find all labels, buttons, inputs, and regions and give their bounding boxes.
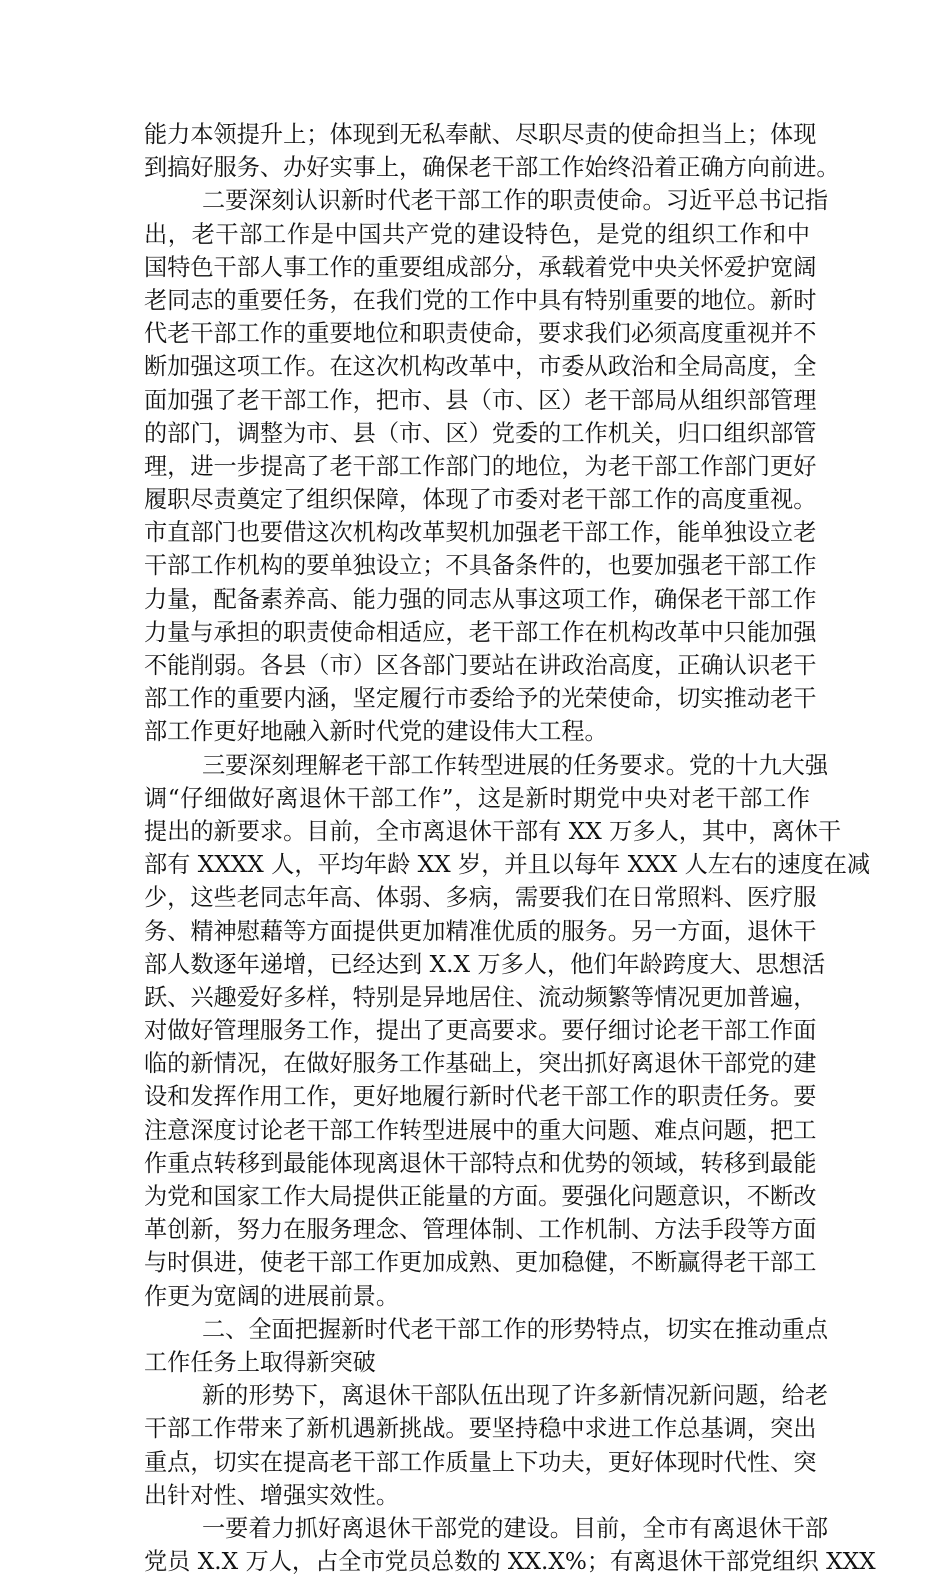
text-line: 面加强了老干部工作，把市、县（市、区）老干部局从组织部管理 bbox=[144, 386, 817, 414]
text-line: 力量与承担的职责使命相适应，老干部工作在机构改革中只能加强 bbox=[144, 618, 817, 646]
text-line: 履职尽责奠定了组织保障，体现了市委对老干部工作的高度重视。 bbox=[144, 486, 817, 514]
text-line: 对做好管理服务工作，提出了更高要求。要仔细讨论老干部工作面 bbox=[144, 1017, 817, 1045]
text-line: 部工作的重要内涵，坚定履行市委给予的光荣使命，切实推动老干 bbox=[144, 685, 817, 713]
text-line: 三要深刻理解老干部工作转型进展的任务要求。党的十九大强 bbox=[202, 751, 829, 779]
text-line: 二、全面把握新时代老干部工作的形势特点，切实在推动重点 bbox=[202, 1315, 829, 1343]
text-line: 调“仔细做好离退休干部工作”，这是新时期党中央对老干部工作 bbox=[144, 784, 810, 812]
text-line: 党员 X.X 万人，占全市党员总数的 XX.X%；有离退休干部党组织 XXX bbox=[144, 1548, 876, 1576]
body-text bbox=[144, 118, 876, 1578]
text-line: 部人数逐年递增，已经达到 X.X 万多人，他们年龄跨度大、思想活 bbox=[144, 950, 826, 978]
text-line: 务、精神慰藉等方面提供更加精准优质的服务。另一方面，退休干 bbox=[144, 917, 817, 945]
text-line: 市直部门也要借这次机构改革契机加强老干部工作，能单独设立老 bbox=[144, 519, 817, 547]
text-line: 理，进一步提高了老干部工作部门的地位，为老干部工作部门更好 bbox=[144, 452, 817, 480]
text-line: 重点，切实在提高老干部工作质量上下功夫，更好体现时代性、突 bbox=[144, 1448, 817, 1476]
text-line: 二要深刻认识新时代老干部工作的职责使命。习近平总书记指 bbox=[202, 187, 829, 215]
text-line: 临的新情况，在做好服务工作基础上，突出抓好离退休干部党的建 bbox=[144, 1050, 817, 1078]
text-line: 的部门，调整为市、县（市、区）党委的工作机关，归口组织部管 bbox=[144, 419, 817, 447]
text-line: 革创新，努力在服务理念、管理体制、工作机制、方法手段等方面 bbox=[144, 1216, 817, 1244]
text-line: 力量，配备素养高、能力强的同志从事这项工作，确保老干部工作 bbox=[144, 585, 817, 613]
text-line: 不能削弱。各县（市）区各部门要站在讲政治高度，正确认识老干 bbox=[144, 652, 817, 679]
text-line: 设和发挥作用工作，更好地履行新时代老干部工作的职责任务。要 bbox=[144, 1083, 817, 1111]
text-line: 能力本领提升上；体现到无私奉献、尽职尽责的使命担当上；体现 bbox=[144, 121, 817, 148]
text-line: 干部工作机构的要单独设立；不具备条件的，也要加强老干部工作 bbox=[144, 552, 817, 580]
text-line: 一要着力抓好离退休干部党的建设。目前，全市有离退休干部 bbox=[202, 1514, 829, 1542]
text-line: 提出的新要求。目前，全市离退休干部有 XX 万多人，其中，离休干 bbox=[144, 817, 842, 845]
text-line: 跃、兴趣爱好多样，特别是异地居住、流动频繁等情况更加普遍， bbox=[144, 983, 817, 1011]
text-line: 到搞好服务、办好实事上，确保老干部工作始终沿着正确方向前进。 bbox=[144, 154, 840, 182]
text-line: 干部工作带来了新机遇新挑战。要坚持稳中求进工作总基调，突出 bbox=[144, 1415, 817, 1443]
text-line: 国特色干部人事工作的重要组成部分，承载着党中央关怀爱护宽阔 bbox=[144, 253, 817, 281]
text-line: 工作任务上取得新突破 bbox=[144, 1348, 376, 1376]
text-line: 少，这些老同志年高、体弱、多病，需要我们在日常照料、医疗服 bbox=[144, 884, 817, 912]
text-line: 与时俱进，使老干部工作更加成熟、更加稳健，不断赢得老干部工 bbox=[144, 1249, 817, 1277]
text-line: 注意深度讨论老干部工作转型进展中的重大问题、难点问题，把工 bbox=[144, 1116, 817, 1144]
text-line: 代老干部工作的重要地位和职责使命，要求我们必须高度重视并不 bbox=[144, 320, 817, 348]
text-line: 老同志的重要任务，在我们党的工作中具有特别重要的地位。新时 bbox=[144, 286, 817, 314]
text-line: 断加强这项工作。在这次机构改革中，市委从政治和全局高度，全 bbox=[144, 353, 817, 381]
text-line: 作重点转移到最能体现离退休干部特点和优势的领域，转移到最能 bbox=[144, 1149, 817, 1177]
text-line: 作更为宽阔的进展前景。 bbox=[144, 1282, 400, 1310]
text-line: 为党和国家工作大局提供正能量的方面。要强化问题意识，不断改 bbox=[144, 1183, 817, 1210]
text-line: 出针对性、增强实效性。 bbox=[144, 1481, 400, 1509]
text-line: 出，老干部工作是中国共产党的建设特色，是党的组织工作和中 bbox=[144, 220, 810, 248]
text-line: 新的形势下，离退休干部队伍出现了许多新情况新问题，给老 bbox=[202, 1382, 829, 1410]
text-line: 部有 XXXX 人，平均年龄 XX 岁，并且以每年 XXX 人左右的速度在减 bbox=[144, 851, 871, 879]
text-line: 部工作更好地融入新时代党的建设伟大工程。 bbox=[144, 718, 608, 746]
